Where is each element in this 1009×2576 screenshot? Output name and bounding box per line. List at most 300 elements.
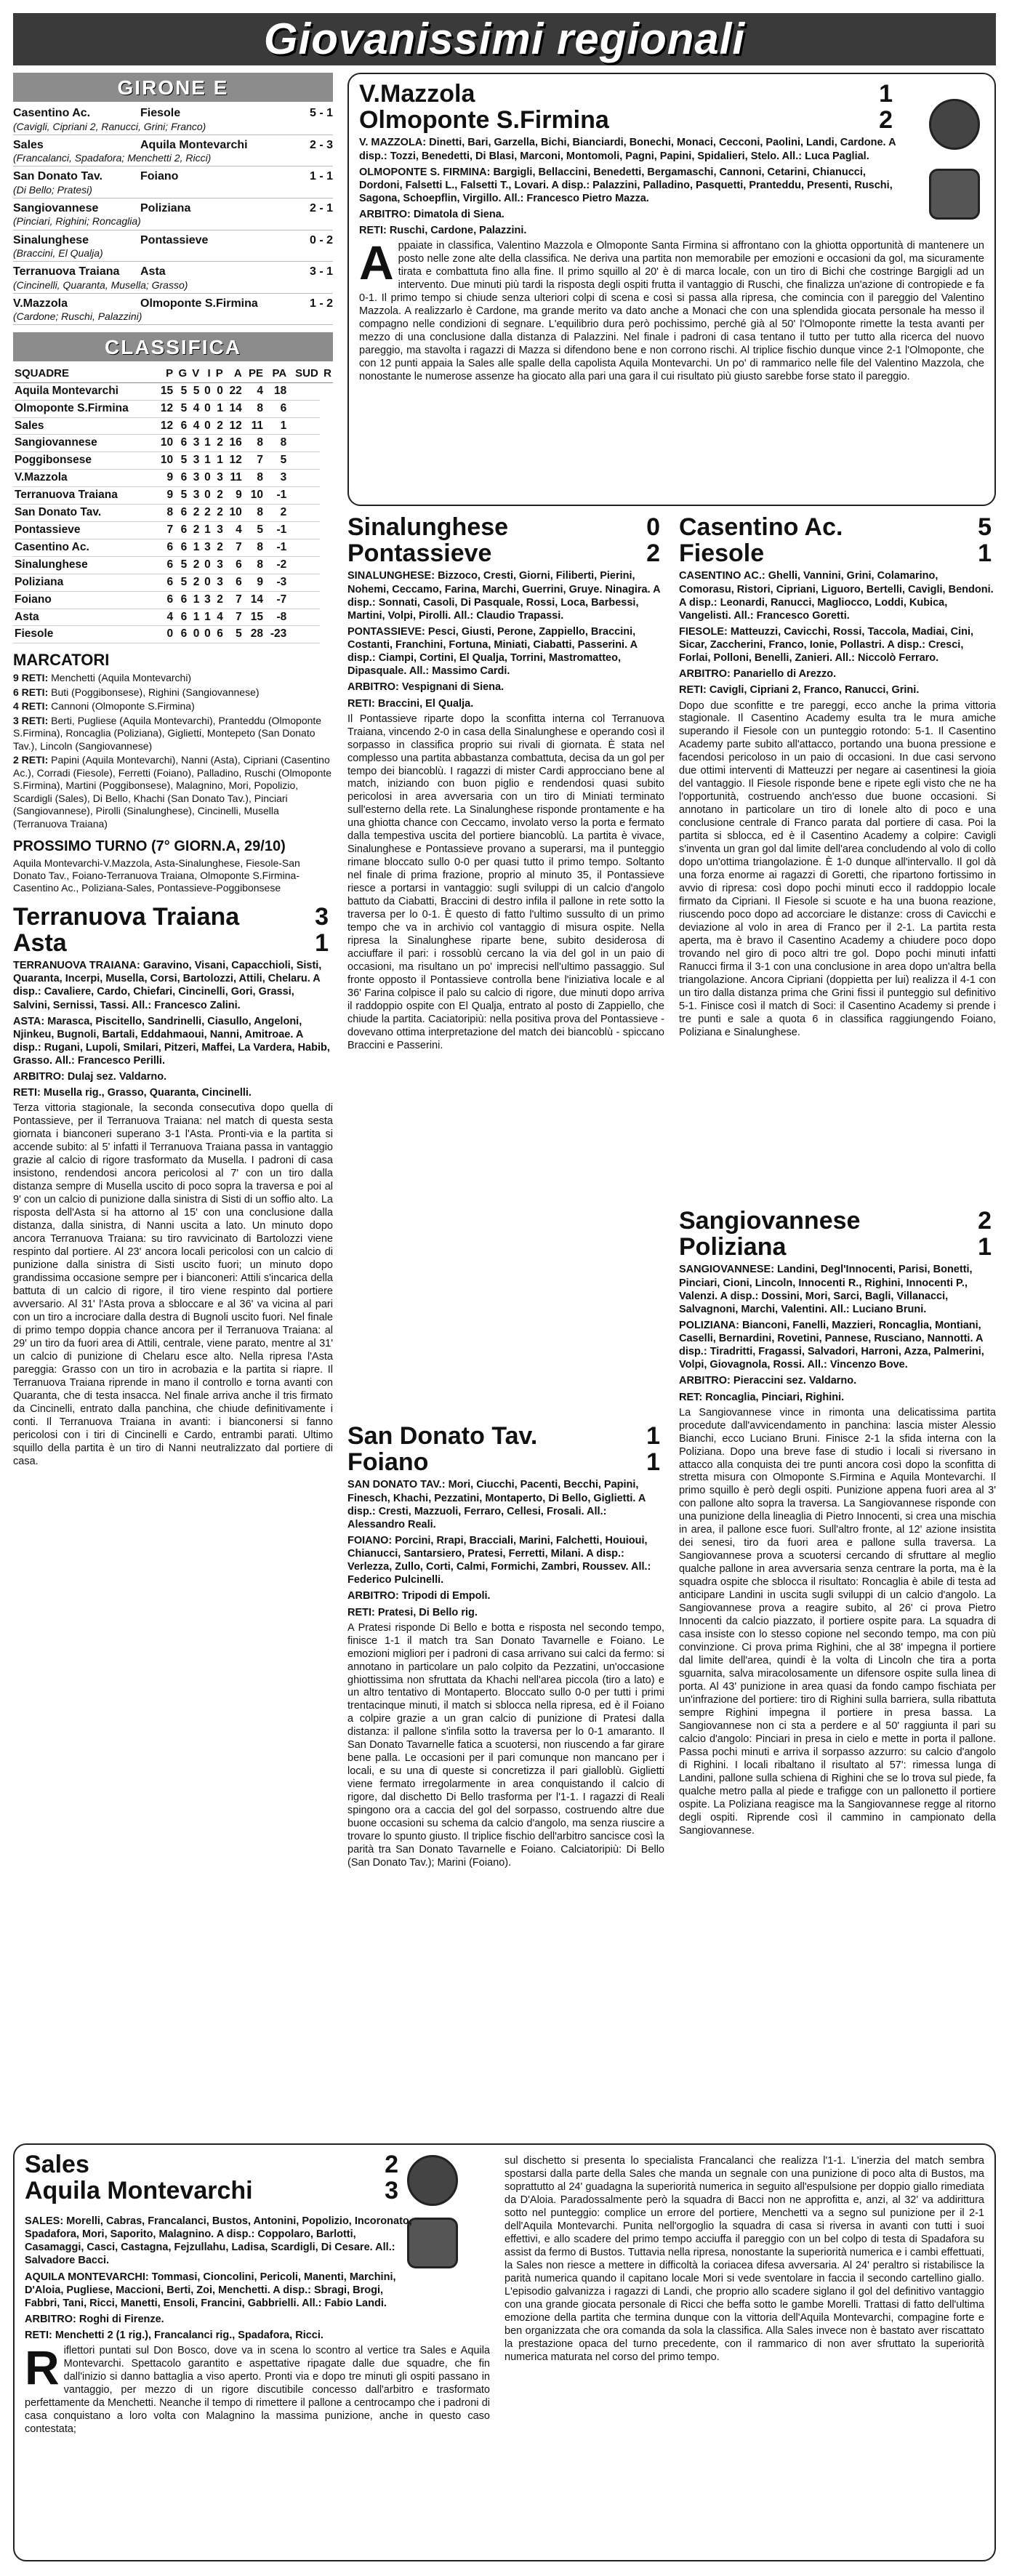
- table-cell: 6: [174, 470, 188, 487]
- prossimo-turno-text: Aquila Montevarchi-V.Mazzola, Asta-Sinalunghese, Fiesole-San Donato Tav., Foiano-Terranuova Traiana, Olmoponte S.Firmina-Casentino Ac., Poliziana-Sales, Pontassieve-Poggibonsese: [13, 856, 300, 894]
- lineup-away: PONTASSIEVE: Pesci, Giusti, Perone, Zappiello, Braccini, Costanti, Franchini, Fortuna, Miniati, Ciabatti, Passerini. A disp.: Ciampi, Cortini, El Qualja, Torrini, Mastromatteo, Dipasquale. All.: Massimo Cardi.: [347, 625, 638, 678]
- table-cell: 3: [201, 591, 212, 609]
- table-cell: 8: [244, 400, 265, 417]
- article-body: iflettori puntati sul Don Bosco, dove va in scena lo scontro al vertice tra Sales e Aquila Montevarchi. Spettacolo garantito e aspettative ripagate dalle due squadre, che fin dall'inizio si danno battaglia a viso aperto. Pronti via e dopo tre minuti gli ospiti passano in vantaggio, per mezzo di un rigore discutibile concesso dall'arbitro e trasformato perfettamente da Menchetti. Neanche il tempo di rimettere il pallone a centrocampo che i padroni di casa conquistano a loro volta con Malagnino la massima punizione, anche in questo caso contestata;: [25, 2345, 490, 2435]
- lineup-away: POLIZIANA: Bianconi, Fanelli, Mazzieri, Roncaglia, Montiani, Caselli, Bernardini, Rovetini, Pannese, Rusciano, Nannotti. A disp.: Tiradritti, Fragassi, Salvadori, Harroni, Azza, Palmerini, Volpi, Giovagnola, Rossi. All.: Vincenzo Bove.: [679, 1319, 984, 1371]
- article-sinalunghese: [347, 515, 664, 1053]
- scorer-names: Papini (Aquila Montevarchi), Nanni (Asta), Cipriani (Casentino Ac.), Corradi (Fiesole), Ferretti (Foiano), Palladino, Ruschi (Olmoponte S.Firmina), Martini (Poggibonsese), Malagnino, Mori, Popolizio, Scardigli (Sales), Di Bello, Khachi (San Donato Tav.), Pinciari (Sangiovannese), Pirolli (Sinalunghese), Cincinelli, Musella (Terranuova Traiana): [13, 754, 332, 830]
- table-cell: 22: [225, 382, 244, 400]
- table-cell: 12: [156, 400, 174, 417]
- scorer-line: [13, 754, 333, 830]
- standings-table: [13, 366, 333, 643]
- table-cell: 10: [225, 505, 244, 522]
- team-crest-icon: [929, 169, 980, 220]
- table-cell: [288, 470, 320, 487]
- table-cell: 1: [201, 435, 212, 452]
- standings-body: [13, 382, 333, 643]
- table-row: [13, 417, 333, 435]
- scorer-names: Buti (Poggibonsese), Righini (Sangiovannese): [51, 686, 260, 698]
- match-score: 5 - 1: [309, 107, 333, 120]
- lineup-home: SANGIOVANNESE: Landini, Degl'Innocenti, Parisi, Bonetti, Pinciari, Cioni, Lincoln, Innocenti R., Righini, Innocenti P., Valenzi. A disp.: Dossini, Mori, Sarci, Bagli, Villanacci, Salvagnoni, Marchi, Valentini. All.: Luciano Bruni.: [679, 1264, 973, 1315]
- referee: ARBITRO: Dimatola di Siena.: [359, 209, 504, 220]
- classifica-header: CLASSIFICA: [13, 332, 333, 361]
- table-cell: 3: [188, 452, 201, 470]
- match-row: [13, 265, 333, 279]
- table-cell: 8: [244, 539, 265, 556]
- table-cell: 7: [225, 609, 244, 626]
- table-cell: 6: [174, 522, 188, 539]
- home-team: Casentino Ac.: [13, 107, 91, 120]
- table-cell: 15: [244, 609, 265, 626]
- match-score: 1 - 1: [309, 170, 333, 183]
- match-score: 3 - 1: [309, 265, 333, 278]
- away-team: Asta: [13, 928, 67, 957]
- table-cell: 12: [156, 417, 174, 435]
- table-cell: 0: [201, 417, 212, 435]
- table-row: [13, 382, 333, 400]
- lineup-away: OLMOPONTE S. FIRMINA: Bargigli, Bellaccini, Benedetti, Bergamaschi, Cannoni, Cetarini, Chianucci, Dordoni, Falsetti L., Falsetti T., Lovari. A disp.: Palazzini, Palladino, Pasquetti, Pranteddu, Presenti, Ruschi, Sagona, Schoepflin, Virgillo. All.: Francesco Pietro Mazza.: [359, 166, 893, 204]
- table-cell: 16: [225, 435, 244, 452]
- match-scorers: (Cincinelli, Quaranta, Musella; Grasso): [13, 279, 333, 294]
- article-home-row: [679, 515, 996, 541]
- table-cell: [288, 382, 320, 400]
- column-header: PA: [265, 366, 288, 382]
- table-cell: 2: [188, 556, 201, 574]
- table-cell: Sales: [13, 417, 156, 435]
- table-row: [13, 574, 333, 591]
- table-row: [13, 539, 333, 556]
- home-team: San Donato Tav.: [347, 1422, 538, 1450]
- table-cell: 2: [212, 505, 225, 522]
- match-score: 2 - 3: [309, 138, 333, 151]
- table-cell: -8: [265, 609, 288, 626]
- table-cell: 7: [225, 539, 244, 556]
- article-away-row: [679, 1232, 996, 1261]
- column-header: R: [320, 366, 333, 382]
- table-cell: Foiano: [13, 591, 156, 609]
- table-cell: -23: [265, 626, 288, 643]
- article-away-row: [347, 541, 664, 567]
- scorer-goals: 4 RETI:: [13, 700, 52, 713]
- table-cell: 6: [156, 591, 174, 609]
- table-cell: Poggibonsese: [13, 452, 156, 470]
- table-cell: [288, 417, 320, 435]
- away-score: 1: [646, 1448, 660, 1476]
- away-team: Foiano: [140, 170, 179, 183]
- table-cell: 6: [156, 556, 174, 574]
- table-cell: Terranuova Traiana: [13, 487, 156, 505]
- home-team: Sinalunghese: [13, 233, 89, 246]
- table-cell: 5: [174, 556, 188, 574]
- match-row: [13, 106, 333, 121]
- table-cell: 2: [201, 505, 212, 522]
- table-cell: 4: [212, 609, 225, 626]
- table-cell: 1: [188, 539, 201, 556]
- table-cell: 6: [174, 609, 188, 626]
- article-home-row: [347, 515, 664, 541]
- home-score: 3: [315, 902, 329, 931]
- article-away-row: [347, 1450, 664, 1476]
- referee: ARBITRO: Tripodi di Empoli.: [347, 1590, 491, 1602]
- home-team: Sangiovannese: [13, 201, 99, 214]
- away-team: Fiesole: [140, 107, 181, 120]
- table-cell: 6: [174, 505, 188, 522]
- table-row: [13, 452, 333, 470]
- home-team: Casentino Ac.: [679, 513, 843, 541]
- table-cell: 9: [244, 574, 265, 591]
- table-cell: 4: [156, 609, 174, 626]
- sales-lineups: [25, 2212, 490, 2436]
- table-cell: 6: [174, 626, 188, 643]
- article-home-row: [25, 2152, 403, 2178]
- table-cell: 2: [212, 487, 225, 505]
- table-cell: V.Mazzola: [13, 470, 156, 487]
- home-team: V.Mazzola: [359, 80, 475, 108]
- table-cell: 1: [188, 591, 201, 609]
- table-cell: 6: [174, 417, 188, 435]
- referee: ARBITRO: Roghi di Firenze.: [25, 2313, 164, 2325]
- scorer-line: [13, 672, 333, 685]
- lineup-away: FIESOLE: Matteuzzi, Cavicchi, Rossi, Taccola, Madiai, Cini, Sicar, Zaccherini, Franco, Ionie, Pollastri. A disp.: Cresci, Forlai, Polloni, Benelli, Zanieri. All.: Niccolò Ferraro.: [679, 625, 974, 665]
- goals: RETI: Musella rig., Grasso, Quaranta, Cincinelli.: [13, 1087, 252, 1099]
- table-row: [13, 470, 333, 487]
- table-cell: 10: [156, 452, 174, 470]
- away-team: Pontassieve: [140, 233, 209, 246]
- table-cell: [288, 574, 320, 591]
- table-cell: Sinalunghese: [13, 556, 156, 574]
- table-cell: 8: [156, 505, 174, 522]
- table-cell: 11: [225, 470, 244, 487]
- section-banner: [13, 13, 996, 65]
- article-away-row: [13, 928, 333, 957]
- home-team: Sales: [25, 2151, 89, 2178]
- table-cell: 3: [212, 522, 225, 539]
- left-column: [13, 73, 333, 1469]
- lineup-home: TERRANUOVA TRAIANA: Garavino, Visani, Capacchioli, Sisti, Quaranta, Incerpi, Musella, Corsi, Bartolozzi, Attili, Chelaru. A disp.: Cavaliere, Cardo, Chiefari, Cincinelli, Gori, Grassi, Salvini, Sernissi, Tassi. All.: Francesco Zalini.: [13, 960, 322, 1011]
- column-header: SQUADRE: [13, 366, 156, 382]
- home-team: Terranuova Traiana: [13, 265, 120, 278]
- table-cell: 2: [212, 591, 225, 609]
- match-row: [13, 169, 333, 184]
- table-cell: 0: [201, 470, 212, 487]
- away-team: Aquila Montevarchi: [140, 138, 248, 151]
- scorer-goals: 9 RETI:: [13, 672, 52, 684]
- article-mazzola: [347, 73, 996, 506]
- table-cell: 15: [156, 382, 174, 400]
- home-score: 5: [978, 513, 992, 541]
- table-cell: [288, 626, 320, 643]
- table-cell: 1: [265, 417, 288, 435]
- scorer-names: Menchetti (Aquila Montevarchi): [51, 672, 192, 684]
- table-cell: [288, 591, 320, 609]
- table-cell: 4: [188, 417, 201, 435]
- standings-header-row: [13, 366, 333, 382]
- table-row: [13, 609, 333, 626]
- girone-results: [13, 106, 333, 325]
- table-cell: 6: [156, 574, 174, 591]
- table-cell: 5: [225, 626, 244, 643]
- table-row: [13, 435, 333, 452]
- referee: ARBITRO: Dulaj sez. Valdarno.: [13, 1071, 167, 1083]
- match-scorers: (Cavigli, Cipriani 2, Ranucci, Grini; Franco): [13, 121, 333, 135]
- column-header: SUD: [288, 366, 320, 382]
- column-header: A: [225, 366, 244, 382]
- table-cell: 5: [174, 452, 188, 470]
- match-scorers: (Cardone; Ruschi, Palazzini): [13, 310, 333, 325]
- table-row: [13, 400, 333, 417]
- table-cell: 5: [174, 382, 188, 400]
- lineup-home: SINALUNGHESE: Bizzoco, Cresti, Giorni, Filiberti, Pierini, Nohemi, Ceccamo, Farina, Marchi, Guerrini, Gruye. Ninagira. A disp.: Sonnati, Casoli, Di Pasquale, Rossi, Loca, Barbessi, Martini, Volpi, Pirolli. All.: Claudio Trapassi.: [347, 570, 661, 622]
- table-cell: [288, 435, 320, 452]
- home-score: 1: [879, 80, 893, 108]
- table-cell: San Donato Tav.: [13, 505, 156, 522]
- scorer-goals: 2 RETI:: [13, 754, 52, 766]
- home-score: 1: [646, 1422, 660, 1450]
- table-cell: Aquila Montevarchi: [13, 382, 156, 400]
- away-team: Aquila Montevarchi: [25, 2176, 253, 2204]
- away-team: Pontassieve: [347, 539, 492, 567]
- match-row: [13, 201, 333, 216]
- table-cell: 6: [174, 539, 188, 556]
- table-cell: 1: [201, 609, 212, 626]
- column-header: P: [212, 366, 225, 382]
- referee: ARBITRO: Panariello di Arezzo.: [679, 668, 837, 681]
- table-cell: 0: [201, 574, 212, 591]
- column-header: G: [174, 366, 188, 382]
- table-cell: 5: [174, 487, 188, 505]
- lineup-home: SALES: Morelli, Cabras, Francalanci, Bustos, Antonini, Popolizio, Incoronato, Spadafora, Mori, Saporito, Malagnino. A disp.: Coppolaro, Barlotti, Casamaggi, Casci, Castagna, Fejzullahu, Ladisa, Scardigli, Di Cesare. All.: Salvadore Bacci.: [25, 2215, 412, 2267]
- match-score: 1 - 2: [309, 297, 333, 310]
- lineup-home: SAN DONATO TAV.: Mori, Ciucchi, Pacenti, Becchi, Papini, Finesch, Khachi, Pezzatini, Montaperto, Di Bello, Giglietti. A disp.: Cresti, Mazzuoli, Ferraro, Cellesi, Frosali. All.: Alessandro Reali.: [347, 1479, 646, 1530]
- table-row: [13, 556, 333, 574]
- home-score: 2: [385, 2151, 398, 2178]
- table-cell: Sangiovannese: [13, 435, 156, 452]
- article-sandonato: [347, 1424, 664, 1870]
- table-cell: [288, 539, 320, 556]
- table-cell: Fiesole: [13, 626, 156, 643]
- lineup-away: FOIANO: Porcini, Rrapi, Bracciali, Marini, Falchetti, Houioui, Chianucci, Santarsiero, Pratesi, Ferretti, Milani. A disp.: Verlezza, Zullo, Corti, Calmi, Formichi, Zambri, Roussev. All.: Federico Pulcinelli.: [347, 1534, 651, 1586]
- column-header: I: [201, 366, 212, 382]
- table-cell: 0: [201, 487, 212, 505]
- table-cell: [288, 505, 320, 522]
- goals: RET: Roncaglia, Pinciari, Righini.: [679, 1391, 845, 1403]
- table-cell: -7: [265, 591, 288, 609]
- match-scorers: (Di Bello; Pratesi): [13, 184, 333, 198]
- table-cell: [288, 487, 320, 505]
- table-cell: 0: [201, 400, 212, 417]
- dropcap: A: [359, 236, 394, 290]
- table-cell: 0: [156, 626, 174, 643]
- table-cell: 0: [201, 626, 212, 643]
- table-cell: 1: [212, 400, 225, 417]
- table-cell: -2: [265, 556, 288, 574]
- team-crest-icon: [407, 2155, 458, 2206]
- table-cell: 12: [225, 452, 244, 470]
- match-score: 0 - 2: [309, 233, 333, 246]
- banner-title: Giovanissimi regionali: [263, 15, 746, 64]
- scorer-line: [13, 715, 333, 753]
- away-score: 1: [315, 928, 329, 957]
- away-score: 1: [978, 539, 992, 567]
- table-cell: Poliziana: [13, 574, 156, 591]
- match-scorers: (Pinciari, Righini; Roncaglia): [13, 215, 333, 230]
- table-cell: [288, 556, 320, 574]
- lineup-away: AQUILA MONTEVARCHI: Tommasi, Cioncolini, Pericoli, Manenti, Marchini, D'Aloia, Pugliese, Maccioni, Berti, Zoi, Menchetti. A disp.: Sbragi, Brogi, Fabbri, Tani, Ricci, Manetti, Ensoli, Francini, Gabbrielli. All.: Fabio Landi.: [25, 2271, 396, 2309]
- marcatori-list: [13, 672, 333, 830]
- match-scorers: (Braccini, El Qualja): [13, 247, 333, 262]
- article-terranuova: [13, 904, 333, 1469]
- table-cell: [288, 609, 320, 626]
- marcatori-title: MARCATORI: [13, 651, 110, 670]
- table-cell: 2: [188, 505, 201, 522]
- article-text: A Pratesi risponde Di Bello e botta e risposta nel secondo tempo, finisce 1-1 il match tra San Donato Tavarnelle e Foiano. Le emozioni migliori per i padroni di casa arrivano sui calci da fermo: si annotano in particolare un palo colpito da Pezzatini, un'occasione ghiottissima non sfruttata da Khachi nell'area piccola (tiro a lato) e un altro tentativo di Montaperto. Bloccato sullo 0-0 per tutti i primi trentacinque minuti, il match si sblocca nella ripresa, ed è il Foiano a colpire grazie a un gran calcio di punizione di Pratesi dalla distanza: il pallone s'infila sotto la traversa per lo 0-1 amaranto. Il San Donato Tavarnelle fatica a scuotersi, non riuscendo a far girare bene palla. Le occasioni per il pari comunque non mancano per i locali, e su una di queste si concretizza il pari gialloblù. Giglietti viene fermato irregolarmente in area conquistando il calcio di rigore, dal dischetto Di Bello trasforma per l'1-1. I ragazzi di Reali spingono ora a caccia del gol del sorpasso, costruendo altre due buone occasioni su schema da calcio d'angolo, ma senza riuscire a trovare lo spunto giusto. Il triplice fischio dell'arbitro sancisce così la parità tra San Donato Tavarnelle e Foiano. Calciatoripiù: Di Bello (San Donato Tav.); Marini (Foiano).: [347, 1621, 664, 1869]
- table-cell: 3: [201, 539, 212, 556]
- article-home-row: [13, 904, 333, 931]
- goals: RETI: Menchetti 2 (1 rig.), Francalanci rig., Spadafora, Ricci.: [25, 2330, 323, 2341]
- table-cell: 12: [225, 417, 244, 435]
- table-cell: 5: [174, 400, 188, 417]
- table-cell: 3: [188, 487, 201, 505]
- away-team: Asta: [140, 265, 166, 278]
- table-cell: 8: [244, 435, 265, 452]
- table-cell: Casentino Ac.: [13, 539, 156, 556]
- table-cell: -3: [265, 574, 288, 591]
- home-team: Sinalunghese: [347, 513, 509, 541]
- table-cell: Olmoponte S.Firmina: [13, 400, 156, 417]
- column-header: V: [188, 366, 201, 382]
- table-cell: 3: [188, 470, 201, 487]
- lineup-home: V. MAZZOLA: Dinetti, Bari, Garzella, Bichi, Bianciardi, Bonechi, Monaci, Cecconi, Paolini, Landi, Cardone. A disp.: Tozzi, Benedetti, Di Blasi, Marconi, Montomoli, Pagni, Papini, Spidalieri, Stelo. All.: Luca Paglial.: [359, 137, 896, 162]
- article-text-continued: sul dischetto si presenta lo specialista Francalanci che realizza l'1-1. L'inerzia del match sembra spostarsi dalla parte della Sales che manda un segnale con una punizione di poco alta di Bustos, ma soprattutto al 24' guadagna la superiorità numerica in seguito all'espulsione per doppio giallo rimediata da D'Aloia. Paradossalmente però la squadra di Bacci non ne approfitta e, anzi, al 32' va addirittura sotto nel punteggio: complice un errore del portiere, Menchetti va a segno sul punizione per il 2-1 dell'Aquila Montevarchi. Punita nell'orgoglio la squadra di casa si riversa in avanti con tutti i suoi effettivi, e allo scadere del primo tempo acciuffa il pareggio con un bel colpo di testa di Spadafora su assist da fermo di Bustos. Tuttavia nella ripresa, nonostante la superiorità numerica e i cambi effettuati, la Sales non riesce a mettere in difficoltà la coriacea difesa avversaria. Al 24' peraltro si ristabilisce la parità numerica quando il capitano locale Mori si vede sventolare in faccia il secondo cartellino giallo. L'episodio galvanizza i ragazzi di Landi, che proprio allo scadere siglano il gol del definitivo vantaggio con una grande giocata personale di Ricci che beffa sotto le gambe Morelli. Trattasi di fatto dell'ultima emozione della partita che termina dunque con la vittoria dell'Aquila Montevarchi, compagine forte e ben organizzata che ora comanda da sola la classifica. Alla Sales invece non è bastato aver riscattato la prestazione opaca del turno precedente, con il rammarico di non aver sfruttato la superiorità numerica maturata nel corso del primo tempo.: [504, 2155, 984, 2363]
- table-cell: 8: [244, 470, 265, 487]
- scorer-line: [13, 686, 333, 699]
- article-sangiovannese: [679, 1208, 996, 1838]
- table-cell: 3: [212, 556, 225, 574]
- away-score: 1: [978, 1232, 992, 1261]
- table-cell: -1: [265, 487, 288, 505]
- article-home-row: [359, 81, 897, 108]
- table-cell: 9: [225, 487, 244, 505]
- table-cell: 4: [244, 382, 265, 400]
- table-cell: 3: [212, 470, 225, 487]
- table-cell: 5: [265, 452, 288, 470]
- table-cell: -1: [265, 539, 288, 556]
- home-team: San Donato Tav.: [13, 170, 102, 183]
- table-cell: 8: [244, 505, 265, 522]
- match-scorers: (Francalanci, Spadafora; Menchetti 2, Ricci): [13, 152, 333, 166]
- article-away-row: [25, 2178, 403, 2204]
- table-cell: 7: [225, 591, 244, 609]
- article-sales: [13, 2143, 996, 2561]
- table-cell: 1: [201, 522, 212, 539]
- table-cell: 2: [265, 505, 288, 522]
- table-cell: 6: [174, 435, 188, 452]
- table-cell: 8: [265, 435, 288, 452]
- match-row: [13, 233, 333, 248]
- article-body: ppaiate in classifica, Valentino Mazzola e Olmoponte Santa Firmina si affrontano con la ghiotta opportunità di mantenere un posto nelle zone alte della classifica. Ne deriva una partita non memorabile per emozioni e occasioni da gol, ma sicuramente tirata e combattuta fino alla fine. Il primo squillo al 20' è di marca locale, con un tiro di Bichi che costringe Bargigli ad un intervento. Due minuti più tardi la risposta degli ospiti frutta il vantaggio di Ruschi, che finalizza un'azione di contropiede e fa 0-1. Il primo tempo si chiude senza ulteriori colpi di scena e così si passa alla ripresa, che comincia con il pareggio del Valentino Mazzola. A realizzarlo è Cardone, ma grande merito va dato anche a Monaci che con una splendida giocata personale ha messo il compagno nelle condizioni di segnare. L'equilibrio dura però pochissimo, perché già al 50' l'Olmoponte rimette la testa avanti per mezzo di una conclusione dalla distanza di Palazzini. Nel finale i padroni di casa tentano il tutto per tutto alla ricerca del nuovo pareggio, ma stavolta i ragazzi di Mazza si difendono bene e non corrono rischi. Al triplice fischio dunque vince 2-1 l'Olmoponte, che con 12 punti appaia la Sales alle spalle della capolista Aquila Montevarchi. Un po' di rammarico nelle file del Valentino Mazzola, che nonostante le numerose assenze ha giocato alla pari una gara il cui risultato più giusto sarebbe forse stato il pareggio.: [359, 240, 984, 382]
- table-cell: 9: [156, 487, 174, 505]
- table-cell: 7: [156, 522, 174, 539]
- table-cell: 1: [212, 452, 225, 470]
- table-row: [13, 505, 333, 522]
- home-team: Terranuova Traiana: [13, 902, 240, 931]
- article-text: La Sangiovannese vince in rimonta una delicatissima partita procedute dall'avvicendamento in panchina: lascia mister Alessio Bianchi, ecco Luciano Bruni. Finisce 2-1 la sfida interna con la Poliziana. Dopo una breve fase di studio i locali si riversano in attacco alla conquista dei tre punti ancora così dopo la sconfitta di stretta misura con Olmoponte S.Firmina e Aquila Montevarchi. Il primo squillo è però degli ospiti. Punizione appena fuori area al 3' con pallone alto sopra la traversa. La Sangiovannese risponde con una punizione della lineaglia di Pietro Innocenti, si crea una mischia in area, il pallone esce fuori. Sull'altro fronte, al 12' azione insistita dei senesi, tiro da fuori area e pallone sulla traversa. La Sangiovannese prova a scuotersi cercando di sfruttare al meglio qualche pallone in area avversaria senza centrare la porta, ma è la squadra ospite che sblocca il risultato: Roncaglia è abile di testa ad anticipare Landini in uscita sugli sviluppi di un calcio d'angolo. La Sangiovannese prova a reagire subito, al 26' ci prova Pietro Innocenti da calcio piazzato, il portiere ospite para. La squadra di casa insiste con lo stesso copione nel secondo tempo, ma con più convinzione. Ci prova prima Righini, che al 38' impegna il portiere dal limite dell'area, quindi è la volta di Lincoln che tira a porta sguarnita, salva miracolosamente un difensore ospite sulla linea di porta. Al 43' punizione in area quasi da fondo campo fischiata per un'infrazione del portiere: tiro di Righini sulla barriera, sulla ribattuta sempre Righini impegna il portiere in presa bassa. La Sangiovannese non ci sta a perdere e al 50' raggiunta il pari su calcio d'angolo: Pinciari in presa in cielo e mette in porta il pallone. Passa pochi minuti e arriva il sorpasso azzurro: su calcio d'angolo di Righini. I locali ribaltano il risultato al 57': rimessa lunga di Landini, pallone sulla schiena di Righini che se lo trova sul piede, fa qualche metro palla al piede e trafigge con un pallonetto il portiere ospite. La Poliziana reagisce ma la Sangiovannese regge al ritorno degli ospiti. Riprende così il cammino in campionato della Sangiovannese.: [679, 1406, 996, 1837]
- away-score: 3: [385, 2176, 398, 2204]
- goals: RETI: Ruschi, Cardone, Palazzini.: [359, 225, 527, 237]
- table-cell: 0: [188, 626, 201, 643]
- article-text: [25, 2340, 490, 2436]
- table-cell: 2: [212, 435, 225, 452]
- table-cell: 6: [156, 539, 174, 556]
- table-cell: 1: [201, 452, 212, 470]
- table-row: [13, 591, 333, 609]
- table-cell: -1: [265, 522, 288, 539]
- table-cell: 3: [188, 435, 201, 452]
- table-cell: 0: [201, 382, 212, 400]
- article-away-row: [359, 105, 897, 134]
- away-team: Poliziana: [140, 201, 191, 214]
- prossimo-turno-title: PROSSIMO TURNO (7° GIORN.A, 29/10): [13, 838, 286, 855]
- column-header: P: [156, 366, 174, 382]
- lineup-home: CASENTINO AC.: Ghelli, Vannini, Grini, Colamarino, Comorasu, Ristori, Cipriani, Liguoro, Bertelli, Cavigli, Bendoni. A disp.: Leonardi, Ranucci, Magliocco, Loddi, Kubica, Vangelisti. All.: Francesco Goretti.: [679, 570, 994, 622]
- scorer-names: Berti, Pugliese (Aquila Montevarchi), Pranteddu (Olmoponte S.Firmina), Roncaglia (Poliziana), Giglietti, Montepeto (San Donato Tav.), Lincoln (Sangiovannese): [13, 714, 322, 752]
- scorer-goals: 6 RETI:: [13, 686, 52, 698]
- away-score: 2: [646, 539, 660, 567]
- table-cell: 3: [212, 574, 225, 591]
- table-cell: 5: [244, 522, 265, 539]
- article-text: Il Pontassieve riparte dopo la sconfitta interna col Terranuova Traiana, vincendo 2-0 in casa della Sinalunghese e operando così il sorpasso in classifica proprio sui rivali di giornata. È stata nel complesso una partita abbastanza combattuta, decisa da un gol per tempo dei biancoblù. I ragazzi di mister Cardi approcciano bene al match, iniziando con buon piglio e rendendosi quasi subito pericolosi in area avversaria con un tiro di Miniati terminato sull'esterno della rete. La Sinalunghese risponde prontamente e ha una ghiotta chance con Ceccamo, involato verso la porta e fermato dalla tempestiva uscita del portiere biancoblù. La partita è vivace, Sinalunghese e Pontassieve provano a superarsi, ma il punteggio rimane bloccato sullo 0-0 per quasi tutto il primo tempo. Soltanto nel finale di prima frazione, proprio al minuto 35, il Pontassieve riesce a portarsi in vantaggio: sugli sviluppi di un calcio d'angolo battuto da Ciabatti, Braccini di destro infila il pallone in rete sotto la traversa per lo 0-1. È questo di fatto l'ultimo sussulto di un primo tempo che va in archivio col vantaggio di misura ospite. Nella ripresa la Sinalunghese riparte bene, subito desiderosa di acciuffare il pari: i rossoblù cercano la via del gol in un paio di occasioni, ma risultano un po' imprecisi nell'ultimo passaggio. Sul fronte opposto il Pontassieve controlla bene l'iniziativa locale e al 36' Farina colpisce il palo su calcio di rigore, due minuti dopo arriva il raddoppio ospite con El Qualja, entrato al posto di Zappiello, che chiude la partita. Caciatoripiù: nella positiva prova del Pontassieve - dovevano ottima interpretazione del match dei biancoblù - spiccano Braccini e Passerini.: [347, 713, 664, 1051]
- match-row: [13, 297, 333, 311]
- table-cell: 9: [156, 470, 174, 487]
- goals: RETI: Pratesi, Di Bello rig.: [347, 1606, 478, 1618]
- match-score: 2 - 1: [309, 201, 333, 214]
- sales-left: [25, 2152, 403, 2204]
- table-cell: 18: [265, 382, 288, 400]
- article-home-row: [347, 1424, 664, 1450]
- table-cell: 11: [244, 417, 265, 435]
- home-team: Sangiovannese: [679, 1207, 861, 1235]
- dropcap: R: [25, 2340, 60, 2395]
- table-cell: 2: [188, 574, 201, 591]
- table-cell: 10: [156, 435, 174, 452]
- table-cell: 6: [265, 400, 288, 417]
- lineup-away: ASTA: Marasca, Piscitello, Sandrinelli, Ciasullo, Angeloni, Njinkeu, Bugnoli, Bartali, Eddahmaoui, Nanni, Amitroae. A disp.: Rugani, Lupoli, Smilari, Pitzeri, Maffei, La Vardera, Habib, Grasso. All.: Francesco Perilli.: [13, 1015, 330, 1067]
- table-cell: [288, 400, 320, 417]
- table-cell: 14: [244, 591, 265, 609]
- away-team: Fiesole: [679, 539, 765, 567]
- table-cell: 5: [174, 574, 188, 591]
- table-cell: 2: [188, 522, 201, 539]
- article-text: Dopo due sconfitte e tre pareggi, ecco anche la prima vittoria stagionale. Il Casentino Academy esulta tra le mura amiche superando il Fiesole con un punteggio rotondo: 5-1. Il Casentino Academy parte subito all'attacco, portando una buona pressione e facendosi pericoloso in un paio di occasioni. In due casi servono due ottimi interventi di Matteuzzi per negare ai casentinesi la gioia del vantaggio. Il Fiesole risponde bene e ripete egli visto che ne ha l'opportunità, costruendo anch'esso due buone occasioni. Si annotano in particolare un tiro di Ionele alto di poco e una conclusione centrale di Franco parata dal portiere di casa. Poi la partita si sblocca, ed è il Casentino Academy a colpire: Cavigli s'inventa un gran gol dal limite dell'area concludendo al volo di collo dopo un'ottima triangolazione. È 1-0 dunque all'intervallo. Il gol dà una forza enorme ai ragazzi di Goretti, che ripartono fortissimo in avvio di ripresa: così dopo pochi minuti ecco il raddoppio locale firmato da Cipriani. Il Fiesole si scuote e ha una buona reazione, riuscendo poco dopo ad accorciare le distanze: cross di Cavicchi e deviazione al volo in area di Franco per il 2-1. La partita resta aperta, ma è bravo il Casentino Academy a chiudere poco dopo trovando nel giro di poco altri tre gol. Dopo pochi minuti infatti Ranucci firma il 3-1 con una conclusione in area dopo un'altra bella triangolazione. Ancora Cipriani (doppietta per lui) realizza il 4-1 con un tiro dalla distanza prima che Grini fissi il punteggio sul definitivo 5-1. Finisce così il match di Soci: il Casentino Academy si prende i tre punti e sale a quota 6 in classifica raggiungendo Foiano, Poliziana e Sinalunghese.: [679, 699, 996, 1038]
- referee: ARBITRO: Pieraccini sez. Valdarno.: [679, 1375, 857, 1387]
- table-cell: 1: [188, 609, 201, 626]
- table-row: [13, 522, 333, 539]
- match-row: [13, 138, 333, 153]
- table-cell: 3: [265, 470, 288, 487]
- away-team: Olmoponte S.Firmina: [359, 105, 609, 134]
- scorer-names: Cannoni (Olmoponte S.Firmina): [51, 700, 195, 713]
- table-row: [13, 487, 333, 505]
- away-team: Foiano: [347, 1448, 429, 1476]
- girone-header: GIRONE E: [13, 73, 333, 102]
- table-cell: 6: [212, 626, 225, 643]
- table-cell: 4: [225, 522, 244, 539]
- home-team: Sales: [13, 138, 44, 151]
- table-cell: 0: [201, 556, 212, 574]
- team-crest-icon: [929, 99, 980, 150]
- scorer-line: [13, 700, 333, 713]
- table-cell: Asta: [13, 609, 156, 626]
